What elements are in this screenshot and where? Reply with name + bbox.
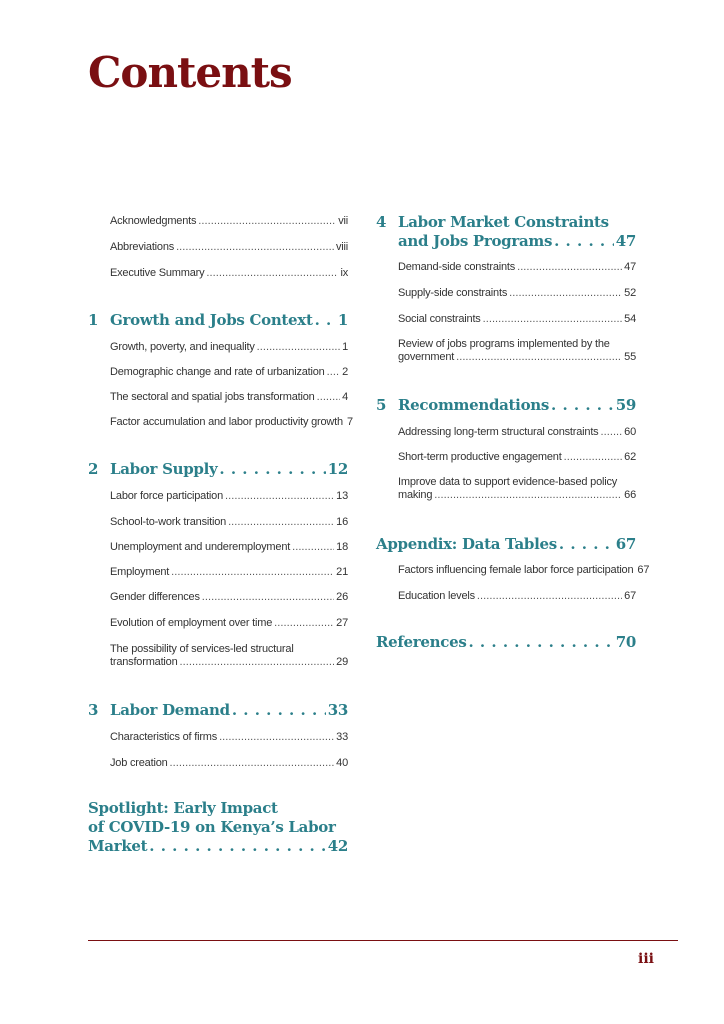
leader-dots	[517, 261, 622, 274]
spotlight-title: Market	[88, 837, 148, 855]
references-heading[interactable]	[376, 633, 636, 652]
toc-entry-title: Characteristics of firms	[110, 731, 218, 743]
leader-dots	[180, 656, 335, 669]
chapter-page: 67	[615, 535, 636, 553]
toc-entry[interactable]	[398, 261, 636, 274]
toc-entry-title: Education levels	[398, 590, 475, 602]
footer-rule	[88, 940, 678, 941]
leader-dots	[149, 837, 325, 856]
toc-entry-title: Gender differences	[110, 591, 200, 603]
toc-entry[interactable]	[110, 643, 348, 669]
leader-dots	[327, 366, 340, 379]
toc-entry-page: 1	[342, 341, 348, 353]
toc-entry[interactable]	[398, 338, 636, 364]
toc-entry-title: The sectoral and spatial jobs transformation	[110, 391, 315, 403]
chapter-page: 59	[615, 396, 636, 414]
toc-entry-page: 29	[336, 656, 348, 668]
chapter-number: 3	[88, 701, 99, 719]
toc-entry[interactable]	[110, 617, 348, 630]
toc-entry-acknowledgments[interactable]	[110, 215, 348, 228]
toc-entry-title: Social constraints	[398, 313, 481, 325]
toc-entry-title: Executive Summary	[110, 267, 205, 279]
toc-entry[interactable]	[398, 476, 636, 502]
toc-entry[interactable]	[398, 590, 636, 603]
toc-entry-title: Supply-side constraints	[398, 287, 508, 299]
toc-entry[interactable]	[110, 391, 348, 404]
toc-entry[interactable]	[398, 564, 650, 577]
leader-dots	[564, 451, 623, 464]
toc-entry-title: Job creation	[110, 757, 168, 769]
appendix-title: Appendix: Data Tables	[376, 535, 557, 553]
toc-entry-page: 52	[624, 287, 636, 299]
toc-entry-title: Acknowledgments	[110, 215, 197, 227]
toc-entry-page: 2	[342, 366, 348, 378]
toc-entry[interactable]	[398, 287, 636, 300]
leader-dots	[198, 215, 336, 228]
toc-entry-title: Unemployment and underemployment	[110, 541, 291, 553]
leader-dots	[315, 311, 336, 330]
toc-entry-page: 7	[346, 416, 353, 428]
leader-dots	[219, 460, 325, 479]
toc-entry[interactable]	[110, 566, 348, 579]
toc-entry[interactable]	[110, 366, 348, 379]
toc-entry-title: Demand-side constraints	[398, 261, 516, 273]
references-title: References	[376, 633, 467, 651]
leader-dots	[317, 391, 340, 404]
chapter-number: 5	[376, 396, 387, 414]
toc-entry[interactable]	[110, 490, 348, 503]
toc-entry-page: 55	[624, 351, 636, 363]
leader-dots	[456, 351, 622, 364]
toc-entry-page: 4	[342, 391, 348, 403]
leader-dots	[176, 241, 334, 254]
chapter-title: and Jobs Programs	[398, 232, 553, 250]
toc-entry[interactable]	[110, 591, 348, 604]
chapter-page: 33	[327, 701, 348, 719]
leader-dots	[274, 617, 334, 630]
spotlight-title: of COVID-19 on Kenya’s Labor	[88, 818, 336, 836]
chapter-title: Labor Supply	[110, 460, 218, 478]
toc-entry-page: viii	[335, 241, 348, 253]
toc-entry[interactable]	[110, 416, 353, 429]
leader-dots	[551, 396, 614, 415]
appendix-heading[interactable]	[376, 535, 636, 554]
leader-dots	[257, 341, 340, 354]
toc-entry-page: 13	[336, 490, 348, 502]
chapter-number: 2	[88, 460, 99, 478]
toc-entry-page: vii	[338, 215, 348, 227]
toc-entry[interactable]	[110, 731, 348, 744]
chapter-page: 47	[615, 232, 636, 250]
toc-entry-page: 66	[624, 489, 636, 501]
toc-entry-page: 40	[336, 757, 348, 769]
leader-dots	[434, 489, 622, 502]
toc-entry-title: Factor accumulation and labor productivity growth	[110, 416, 343, 428]
spotlight-title: Spotlight: Early Impact	[88, 799, 278, 817]
toc-entry-title: Abbreviations	[110, 241, 175, 253]
chapter-title: Labor Demand	[110, 701, 230, 719]
chapter-number: 1	[88, 311, 99, 329]
toc-entry[interactable]	[110, 516, 348, 529]
chapter-page: 12	[327, 460, 348, 478]
toc-entry-title: Evolution of employment over time	[110, 617, 273, 629]
leader-dots	[170, 757, 335, 770]
toc-entry-page: 16	[336, 516, 348, 528]
toc-entry[interactable]	[110, 757, 348, 770]
chapter-number: 4	[376, 213, 387, 231]
toc-entry[interactable]	[110, 541, 348, 554]
toc-entry-page: 21	[336, 566, 348, 578]
chapter-page: 70	[615, 633, 636, 651]
leader-dots	[228, 516, 334, 529]
toc-entry-page: 47	[624, 261, 636, 273]
leader-dots	[483, 313, 623, 326]
toc-entry-page: ix	[340, 267, 348, 279]
page-title: Contents	[88, 48, 292, 97]
leader-dots	[232, 701, 326, 720]
leader-dots	[171, 566, 334, 579]
leader-dots	[559, 535, 614, 554]
chapter-title: Growth and Jobs Context	[110, 311, 313, 329]
toc-entry-title: making	[398, 489, 433, 501]
toc-entry-title: School-to-work transition	[110, 516, 227, 528]
toc-entry-title: transformation	[110, 656, 178, 668]
toc-entry-page: 33	[336, 731, 348, 743]
leader-dots	[509, 287, 622, 300]
toc-entry-title: government	[398, 351, 455, 363]
chapter-title: Labor Market Constraints	[398, 213, 609, 231]
toc-entry[interactable]	[110, 341, 348, 354]
page-number: iii	[638, 951, 654, 967]
toc-entry-page: 60	[624, 426, 636, 438]
toc-entry-title: Review of jobs programs implemented by the	[398, 338, 610, 350]
chapter-page: 42	[327, 837, 348, 855]
toc-entry-page: 26	[336, 591, 348, 603]
toc-entry-page: 67	[637, 564, 650, 576]
toc-entry-executive-summary[interactable]	[110, 267, 348, 280]
toc-entry-title: Demographic change and rate of urbanization	[110, 366, 325, 378]
toc-entry[interactable]	[398, 313, 636, 326]
toc-entry[interactable]	[398, 426, 636, 439]
toc-entry-title: Employment	[110, 566, 170, 578]
spotlight-heading[interactable]	[88, 799, 348, 856]
toc-entry-abbreviations[interactable]	[110, 241, 348, 254]
toc-entry-title: Labor force participation	[110, 490, 224, 502]
toc-entry-title: Factors influencing female labor force participation	[398, 564, 634, 576]
toc-entry-title: Addressing long-term structural constraints	[398, 426, 599, 438]
toc-entry-title: Short-term productive engagement	[398, 451, 562, 463]
toc-entry-page: 18	[336, 541, 348, 553]
toc-entry-title: The possibility of services-led structural	[110, 643, 294, 655]
toc-entry-page: 62	[624, 451, 636, 463]
leader-dots	[601, 426, 623, 439]
toc-entry-page: 27	[336, 617, 348, 629]
leader-dots	[292, 541, 334, 554]
toc-entry-title: Growth, poverty, and inequality	[110, 341, 255, 353]
leader-dots	[477, 590, 622, 603]
leader-dots	[554, 232, 614, 251]
toc-entry-title: Improve data to support evidence-based policy	[398, 476, 618, 488]
leader-dots	[468, 633, 613, 652]
leader-dots	[202, 591, 334, 604]
toc-entry-page: 54	[624, 313, 636, 325]
chapter-title: Recommendations	[398, 396, 550, 414]
toc-entry[interactable]	[398, 451, 636, 464]
leader-dots	[225, 490, 334, 503]
leader-dots	[219, 731, 334, 744]
chapter-page: 1	[337, 311, 348, 329]
leader-dots	[206, 267, 338, 280]
toc-entry-page: 67	[624, 590, 636, 602]
